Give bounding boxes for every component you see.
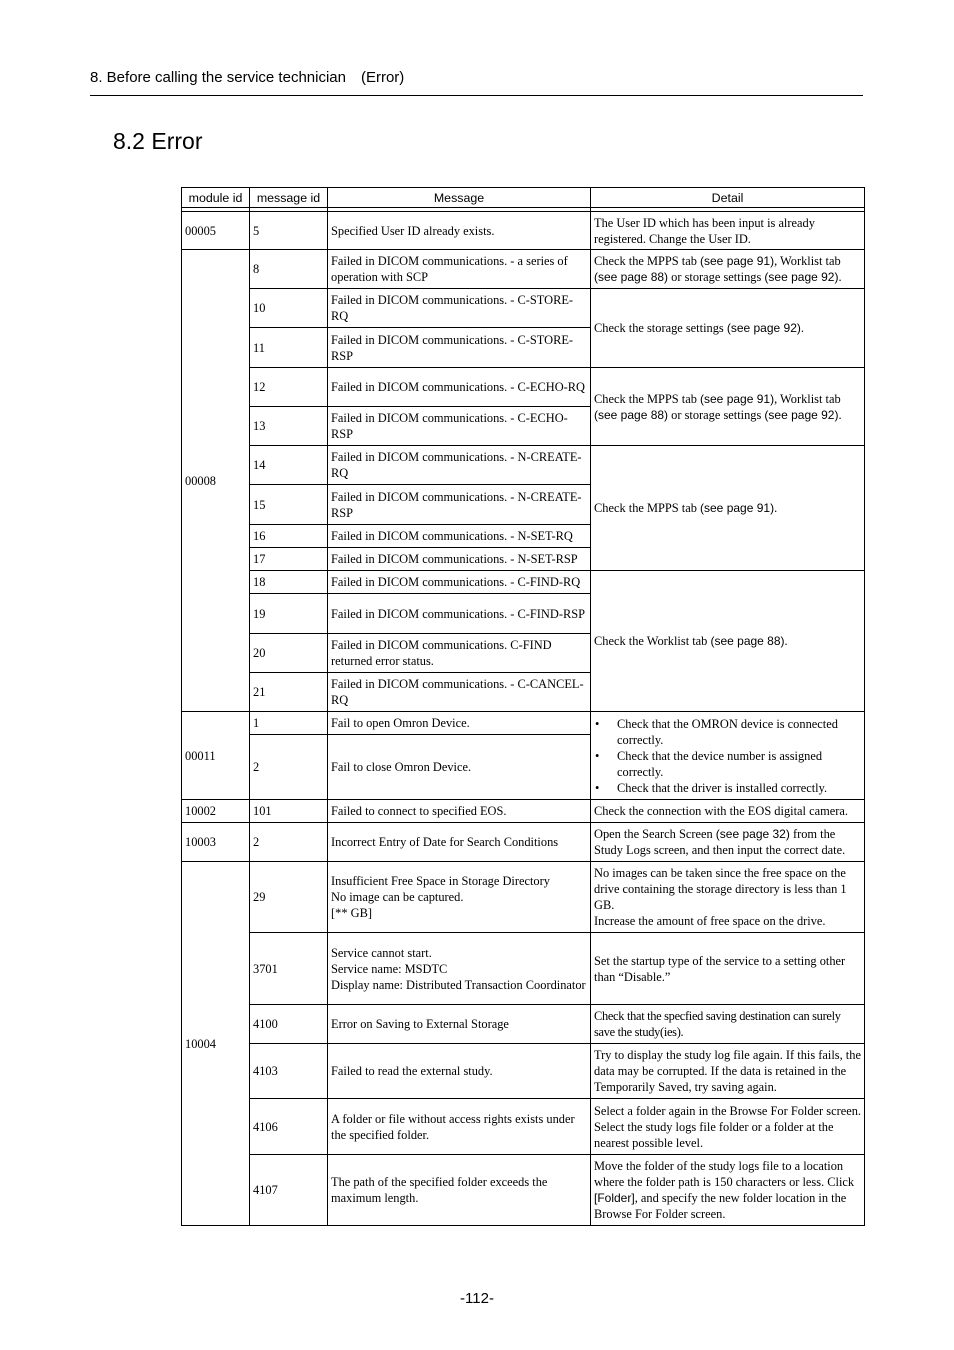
message-cell: Failed to connect to specified EOS.	[328, 800, 591, 823]
message-id-cell: 14	[250, 446, 328, 485]
column-header-message-id: message id	[250, 188, 328, 208]
table-row	[182, 368, 865, 407]
message-cell: Failed in DICOM communications. - C-CANCEL-RQ	[328, 673, 591, 712]
message-id-cell: 2	[250, 735, 328, 800]
message-id-cell: 16	[250, 525, 328, 548]
column-header-message: Message	[328, 188, 591, 208]
message-cell: Failed in DICOM communications. - a series of operation with SCP	[328, 250, 591, 289]
detail-cell: Check the MPPS tab (see page 91), Worklist tab (see page 88) or storage settings (see page 92).	[591, 368, 865, 446]
detail-cell: Select a folder again in the Browse For Folder screen. Select the study logs file folder or a folder at the nearest possible level.	[591, 1099, 865, 1155]
error-table	[181, 187, 865, 1226]
message-id-cell: 20	[250, 634, 328, 673]
table-row	[182, 823, 865, 862]
message-id-cell: 4107	[250, 1155, 328, 1226]
check-list	[594, 716, 861, 796]
detail-cell: Try to display the study log file again. If this fails, the data may be corrupted. If the data is retained in the Temporarily Saved, try saving again.	[591, 1044, 865, 1099]
detail-cell: Check the Worklist tab (see page 88).	[591, 571, 865, 712]
table-header-row	[182, 188, 865, 208]
message-cell: Error on Saving to External Storage	[328, 1005, 591, 1044]
message-id-cell: 18	[250, 571, 328, 594]
detail-cell: Move the folder of the study logs file to a location where the folder path is 150 characters or less. Click [Folder], and specify the new folder location in the Browse For Folder screen.	[591, 1155, 865, 1226]
message-cell: Failed in DICOM communications. - C-ECHO-RSP	[328, 407, 591, 446]
message-id-cell: 12	[250, 368, 328, 407]
message-id-cell: 8	[250, 250, 328, 289]
module-id-cell: 10003	[182, 823, 250, 862]
message-id-cell: 15	[250, 485, 328, 525]
message-id-cell: 11	[250, 328, 328, 368]
table-row	[182, 1099, 865, 1155]
message-cell: Failed in DICOM communications. - C-ECHO-RQ	[328, 368, 591, 407]
message-id-cell: 3701	[250, 933, 328, 1005]
message-cell: Failed in DICOM communications. C-FIND returned error status.	[328, 634, 591, 673]
message-id-cell: 29	[250, 862, 328, 933]
detail-cell: Open the Search Screen (see page 32) from the Study Logs screen, and then input the correct date.	[591, 823, 865, 862]
message-id-cell: 101	[250, 800, 328, 823]
message-cell: Failed in DICOM communications. - N-SET-RQ	[328, 525, 591, 548]
message-cell: The path of the specified folder exceeds the maximum length.	[328, 1155, 591, 1226]
message-id-cell: 4106	[250, 1099, 328, 1155]
table-row	[182, 289, 865, 328]
detail-cell: No images can be taken since the free space on the drive containing the storage directory is less than 1 GB. Increase the amount of free space on the drive.	[591, 862, 865, 933]
detail-cell: Check the storage settings (see page 92).	[591, 289, 865, 368]
module-id-cell: 00011	[182, 712, 250, 800]
message-id-cell: 10	[250, 289, 328, 328]
detail-cell: The User ID which has been input is already registered. Change the User ID.	[591, 212, 865, 250]
detail-cell: Set the startup type of the service to a setting other than “Disable.”	[591, 933, 865, 1005]
message-id-cell: 2	[250, 823, 328, 862]
message-id-cell: 21	[250, 673, 328, 712]
message-cell: A folder or file without access rights exists under the specified folder.	[328, 1099, 591, 1155]
message-cell: Fail to open Omron Device.	[328, 712, 591, 735]
table-row	[182, 1044, 865, 1099]
table-row	[182, 250, 865, 289]
message-cell: Specified User ID already exists.	[328, 212, 591, 250]
list-item: • Check that the device number is assigned correctly.	[594, 748, 861, 780]
message-id-cell: 1	[250, 712, 328, 735]
message-id-cell: 4100	[250, 1005, 328, 1044]
detail-cell: Check that the specfied saving destination can surely save the study(ies).	[591, 1005, 865, 1044]
message-cell: Failed in DICOM communications. - C-STORE-RSP	[328, 328, 591, 368]
detail-cell	[591, 712, 865, 800]
module-id-cell: 00008	[182, 250, 250, 712]
list-item: • Check that the driver is installed correctly.	[594, 780, 861, 796]
message-cell: Failed in DICOM communications. - C-FIND-RSP	[328, 594, 591, 634]
module-id-cell: 00005	[182, 212, 250, 250]
header-rule	[90, 95, 863, 96]
section-title: 8.2 Error	[113, 128, 203, 154]
table-row	[182, 212, 865, 250]
message-cell: Incorrect Entry of Date for Search Conditions	[328, 823, 591, 862]
table-row	[182, 1155, 865, 1226]
message-id-cell: 5	[250, 212, 328, 250]
message-cell: Failed in DICOM communications. - N-CREATE-RQ	[328, 446, 591, 485]
column-header-detail: Detail	[591, 188, 865, 208]
table-row	[182, 862, 865, 933]
message-cell: Failed in DICOM communications. - C-FIND-RQ	[328, 571, 591, 594]
message-cell: Service cannot start. Service name: MSDTC Display name: Distributed Transaction Coordinator	[328, 933, 591, 1005]
list-item: • Check that the OMRON device is connected correctly.	[594, 716, 861, 748]
detail-cell: Check the MPPS tab (see page 91), Worklist tab (see page 88) or storage settings (see page 92).	[591, 250, 865, 289]
table-row	[182, 1005, 865, 1044]
detail-cell: Check the connection with the EOS digital camera.	[591, 800, 865, 823]
message-cell: Fail to close Omron Device.	[328, 735, 591, 800]
message-cell: Failed to read the external study.	[328, 1044, 591, 1099]
table-row	[182, 712, 865, 735]
page-number: -112-	[460, 1290, 494, 1307]
message-cell: Failed in DICOM communications. - N-SET-RSP	[328, 548, 591, 571]
table-row	[182, 446, 865, 485]
table-row	[182, 800, 865, 823]
module-id-cell: 10002	[182, 800, 250, 823]
column-header-module-id: module id	[182, 188, 250, 208]
module-id-cell: 10004	[182, 862, 250, 1226]
message-id-cell: 13	[250, 407, 328, 446]
running-head: 8. Before calling the service technician (Error)	[90, 69, 405, 86]
table-row	[182, 571, 865, 594]
message-id-cell: 19	[250, 594, 328, 634]
message-id-cell: 17	[250, 548, 328, 571]
table-row	[182, 933, 865, 1005]
message-cell: Failed in DICOM communications. - C-STORE-RQ	[328, 289, 591, 328]
detail-cell: Check the MPPS tab (see page 91).	[591, 446, 865, 571]
message-cell: Failed in DICOM communications. - N-CREATE-RSP	[328, 485, 591, 525]
message-id-cell: 4103	[250, 1044, 328, 1099]
message-cell: Insufficient Free Space in Storage Directory No image can be captured. [** GB]	[328, 862, 591, 933]
